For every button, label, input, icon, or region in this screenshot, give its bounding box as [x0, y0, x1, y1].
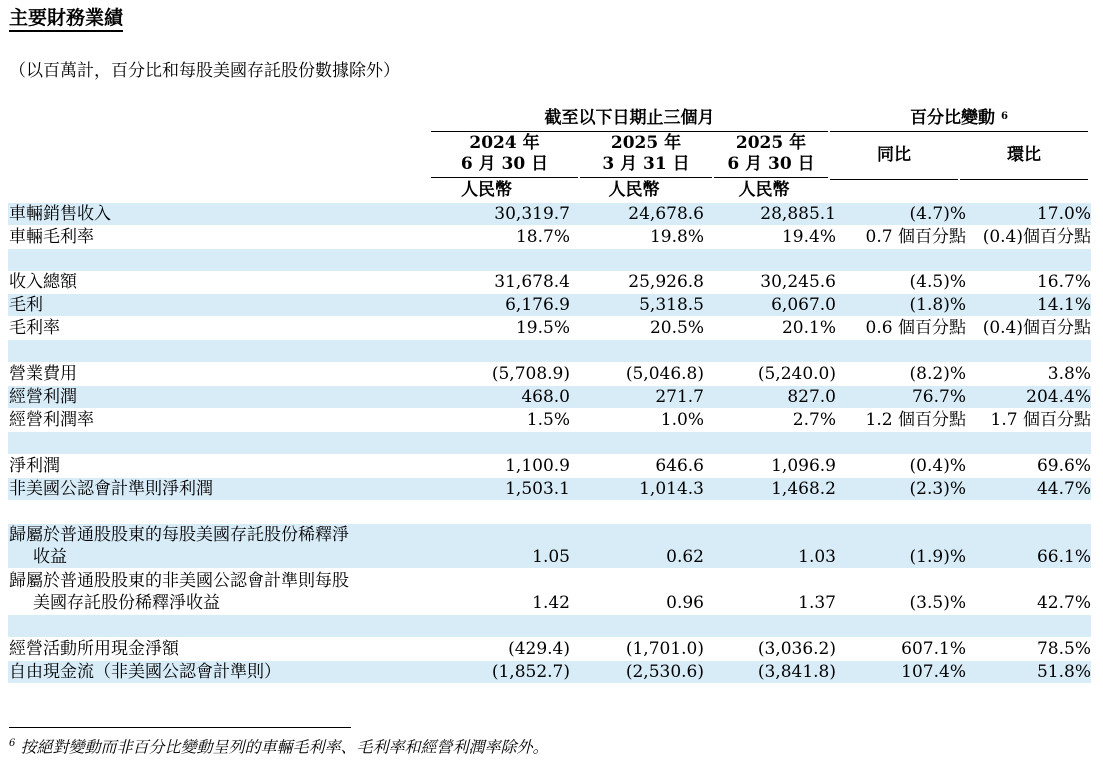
value-2025-mar: 20.5% — [649, 318, 704, 338]
header-rule — [580, 177, 712, 178]
value-2025-mar: 25,926.8 — [628, 272, 704, 292]
value-2025-mar: 271.7 — [655, 387, 704, 407]
value-yoy: (0.4)% — [909, 456, 966, 476]
value-2025-mar: (2,530.6) — [625, 662, 704, 682]
value-yoy: 607.1% — [901, 639, 966, 659]
value-qoq: (0.4)個百分點 — [982, 318, 1091, 338]
value-2024-jun: 1.42 — [532, 593, 570, 613]
column-header-2025-jun: 2025 年 6 月 30 日 — [727, 133, 815, 174]
table-row — [8, 203, 1091, 225]
value-2025-mar: 646.6 — [655, 456, 704, 476]
table-row — [8, 661, 1091, 683]
column-header-yoy: 同比 — [877, 145, 911, 165]
spacer-row — [8, 501, 1091, 523]
value-yoy: 0.7 個百分點 — [865, 227, 966, 247]
row-label: 非美國公認會計準則淨利潤 — [9, 479, 213, 499]
period-group-header: 截至以下日期止三個月 — [544, 108, 715, 128]
value-qoq: (0.4)個百分點 — [982, 227, 1091, 247]
header-rule — [714, 177, 828, 178]
value-2024-jun: (5,708.9) — [491, 364, 570, 384]
value-2025-mar: 0.96 — [666, 593, 704, 613]
currency-label: 人民幣 — [608, 180, 660, 200]
row-label: 營業費用 — [9, 364, 77, 384]
value-qoq: 78.5% — [1036, 639, 1091, 659]
value-2024-jun: (429.4) — [508, 639, 570, 659]
value-2025-jun: 1,096.9 — [771, 456, 836, 476]
spacer-row — [8, 249, 1091, 271]
header-rule — [431, 177, 578, 178]
spacer-row — [8, 340, 1091, 362]
value-2024-jun: 1.05 — [532, 547, 570, 567]
value-yoy: (1.8)% — [909, 295, 966, 315]
value-yoy: 0.6 個百分點 — [865, 318, 966, 338]
value-2024-jun: (1,852.7) — [491, 662, 570, 682]
value-2025-jun: 19.4% — [781, 227, 836, 247]
table-row — [8, 409, 1091, 431]
value-yoy: (8.2)% — [909, 364, 966, 384]
value-2025-mar: (5,046.8) — [625, 364, 704, 384]
value-qoq: 66.1% — [1036, 547, 1091, 567]
row-label: 歸屬於普通股股東的每股美國存託股份稀釋淨 收益 — [9, 525, 349, 567]
value-2024-jun: 19.5% — [515, 318, 570, 338]
value-yoy: (1.9)% — [909, 547, 966, 567]
table-row — [8, 294, 1091, 316]
value-2025-jun: (3,036.2) — [757, 639, 836, 659]
row-label: 車輛銷售收入 — [9, 204, 111, 224]
value-yoy: (4.5)% — [909, 272, 966, 292]
value-2024-jun: 6,176.9 — [505, 295, 570, 315]
value-yoy: 107.4% — [901, 662, 966, 682]
value-qoq: 1.7 個百分點 — [990, 410, 1091, 430]
change-group-header: 百分比變動 $^6$ — [910, 108, 1008, 128]
value-2024-jun: 31,678.4 — [494, 272, 570, 292]
spacer-row — [8, 615, 1091, 637]
row-label: 自由現金流（非美國公認會計準則） — [9, 662, 281, 682]
value-yoy: 1.2 個百分點 — [865, 410, 966, 430]
value-2025-mar: 1.0% — [660, 410, 704, 430]
table-row — [8, 226, 1091, 248]
value-2025-jun: 20.1% — [781, 318, 836, 338]
column-header-2024-jun: 2024 年 6 月 30 日 — [460, 133, 549, 174]
value-2025-jun: (5,240.0) — [757, 364, 836, 384]
row-label: 車輛毛利率 — [9, 227, 94, 247]
value-2025-jun: 1.03 — [798, 547, 836, 567]
table-row — [8, 570, 1091, 614]
row-label: 經營活動所用現金淨額 — [9, 639, 179, 659]
table-row — [8, 478, 1091, 500]
header-rule — [830, 179, 958, 180]
value-2025-mar: 19.8% — [649, 227, 704, 247]
value-yoy: (2.3)% — [909, 479, 966, 499]
table-row — [8, 386, 1091, 408]
value-qoq: 44.7% — [1036, 479, 1091, 499]
value-yoy: (4.7)% — [909, 204, 966, 224]
value-2025-mar: 24,678.6 — [628, 204, 704, 224]
row-label: 經營利潤 — [9, 387, 77, 407]
value-qoq: 16.7% — [1036, 272, 1091, 292]
spacer-row — [8, 432, 1091, 454]
value-2025-jun: (3,841.8) — [757, 662, 836, 682]
value-2024-jun: 1,503.1 — [505, 479, 570, 499]
header-rule — [960, 179, 1088, 180]
row-label: 歸屬於普通股股東的非美國公認會計準則每股 美國存託股份稀釋淨收益 — [9, 571, 349, 613]
value-qoq: 51.8% — [1036, 662, 1091, 682]
value-2025-jun: 6,067.0 — [771, 295, 836, 315]
row-label: 收入總額 — [9, 272, 77, 292]
column-header-qoq: 環比 — [1007, 145, 1041, 165]
column-header-2025-mar: 2025 年 3 月 31 日 — [602, 133, 690, 174]
value-2025-jun: 1.37 — [798, 593, 836, 613]
value-qoq: 42.7% — [1036, 593, 1091, 613]
footnote: $^6$ 按絕對變動而非百分比變動呈列的車輛毛利率、毛利率和經營利潤率除外。 — [9, 737, 549, 757]
currency-label: 人民幣 — [461, 180, 512, 200]
table-row — [8, 271, 1091, 293]
value-qoq: 17.0% — [1036, 204, 1091, 224]
units-note: （以百萬計，百分比和每股美國存託股份數據除外） — [9, 61, 400, 81]
value-yoy: (3.5)% — [909, 593, 966, 613]
value-2025-mar: (1,701.0) — [625, 639, 704, 659]
table-row — [8, 317, 1091, 339]
value-qoq: 69.6% — [1036, 456, 1091, 476]
currency-label: 人民幣 — [738, 180, 790, 200]
row-label: 經營利潤率 — [9, 410, 94, 430]
value-2024-jun: 1.5% — [526, 410, 570, 430]
value-2025-jun: 827.0 — [787, 387, 836, 407]
value-2025-mar: 0.62 — [666, 547, 704, 567]
value-2025-jun: 1,468.2 — [771, 479, 836, 499]
value-2024-jun: 1,100.9 — [505, 456, 570, 476]
row-label: 毛利 — [9, 295, 43, 315]
footnote-divider — [9, 727, 351, 728]
value-yoy: 76.7% — [911, 387, 966, 407]
table-row — [8, 524, 1091, 568]
value-2025-mar: 5,318.5 — [639, 295, 704, 315]
header-rule — [830, 131, 1088, 132]
table-row — [8, 638, 1091, 660]
row-label: 毛利率 — [9, 318, 60, 338]
header-rule — [431, 131, 828, 132]
value-2024-jun: 18.7% — [515, 227, 570, 247]
value-qoq: 14.1% — [1036, 295, 1091, 315]
table-row — [8, 455, 1091, 477]
value-qoq: 204.4% — [1026, 387, 1091, 407]
value-2025-jun: 28,885.1 — [760, 204, 836, 224]
value-2025-jun: 30,245.6 — [760, 272, 836, 292]
page-title: 主要財務業績 — [9, 7, 123, 32]
value-qoq: 3.8% — [1047, 364, 1091, 384]
table-row — [8, 363, 1091, 385]
value-2024-jun: 30,319.7 — [494, 204, 570, 224]
value-2025-mar: 1,014.3 — [639, 479, 704, 499]
value-2025-jun: 2.7% — [792, 410, 836, 430]
row-label: 淨利潤 — [9, 456, 60, 476]
value-2024-jun: 468.0 — [521, 387, 570, 407]
